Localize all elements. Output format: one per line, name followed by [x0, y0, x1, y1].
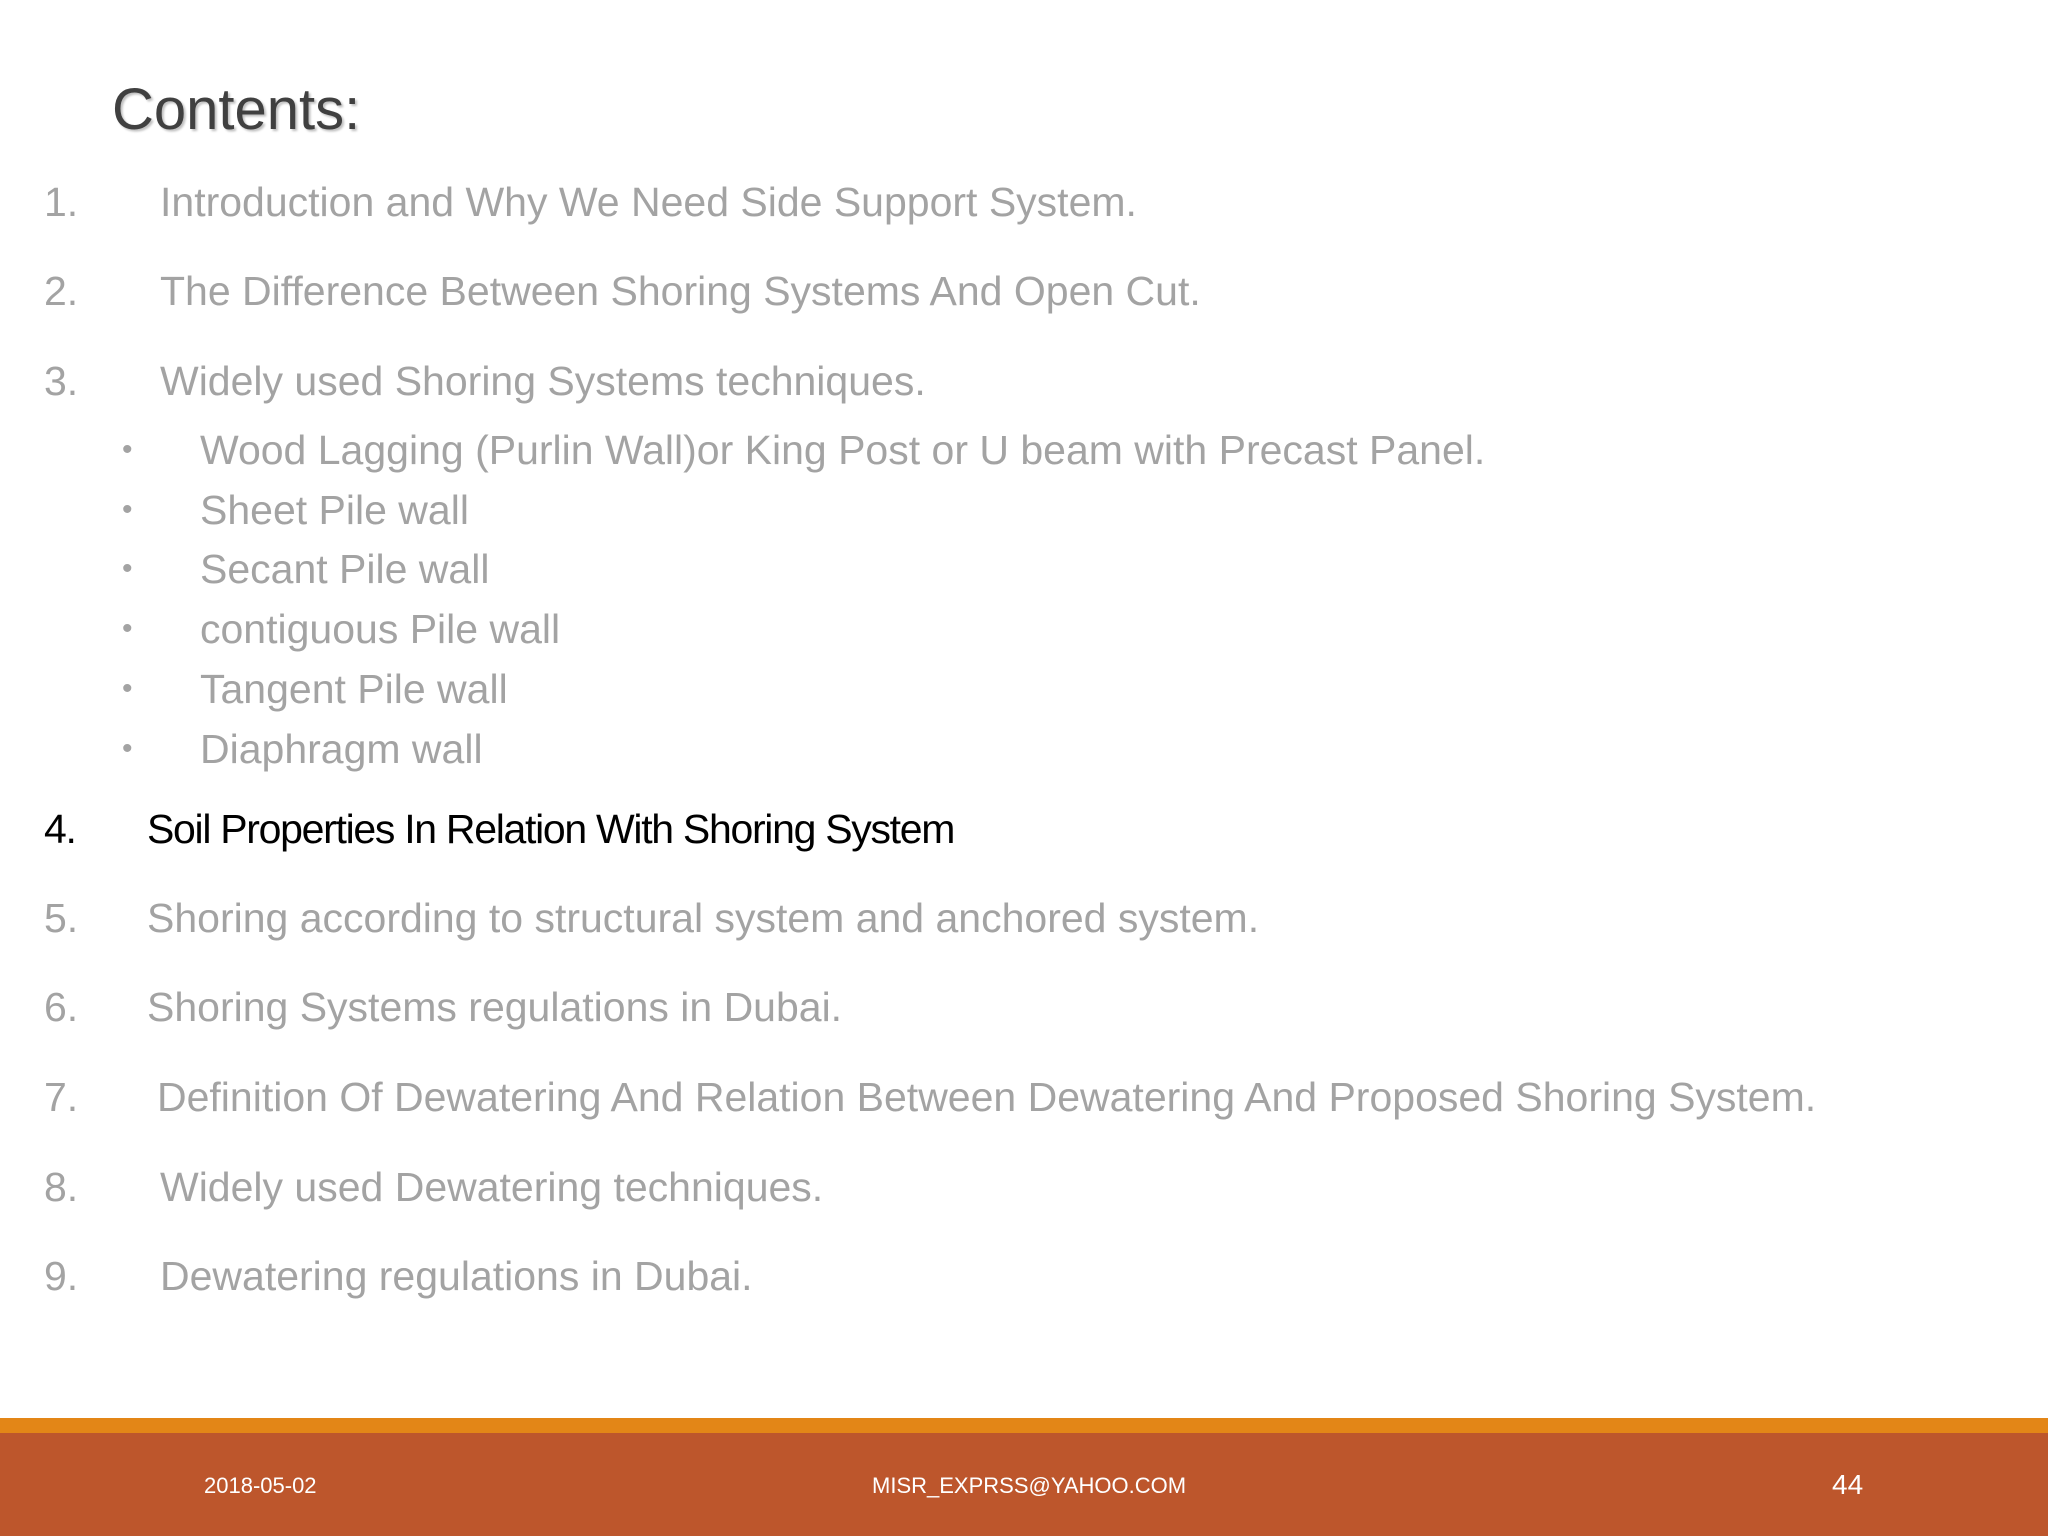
- page-number: 44: [1832, 1469, 1864, 1500]
- item-number: 5.: [44, 895, 79, 941]
- footer-email: MISR_EXPRSS@YAHOO.COM: [872, 1473, 1187, 1498]
- bullet-icon: •: [122, 672, 133, 705]
- item-text: Shoring according to structural system and anchored system.: [147, 895, 1260, 941]
- item-text: Soil Properties In Relation With Shoring System: [147, 806, 955, 852]
- bullet-icon: •: [122, 732, 133, 765]
- item-text: Definition Of Dewatering And Relation Between Dewatering And Proposed Shoring System.: [157, 1074, 1817, 1120]
- sub-item-text: contiguous Pile wall: [200, 606, 561, 652]
- item-text: Introduction and Why We Need Side Support System.: [160, 179, 1137, 225]
- footer-date: 2018-05-02: [204, 1473, 317, 1498]
- footer-band: [0, 1433, 2048, 1536]
- footer-accent-stripe: [0, 1418, 2048, 1433]
- item-number: 2.: [44, 268, 79, 314]
- sub-item-text: Secant Pile wall: [200, 546, 490, 592]
- sub-item-text: Diaphragm wall: [200, 726, 483, 772]
- item-text: Shoring Systems regulations in Dubai.: [147, 984, 843, 1030]
- bullet-icon: •: [122, 433, 133, 466]
- bullet-icon: •: [122, 552, 133, 585]
- item-text: Widely used Shoring Systems techniques.: [160, 358, 926, 404]
- item-text: The Difference Between Shoring Systems And Open Cut.: [160, 268, 1201, 314]
- item-text: Widely used Dewatering techniques.: [160, 1164, 824, 1210]
- bullet-icon: •: [122, 612, 133, 645]
- sub-item-text: Sheet Pile wall: [200, 487, 469, 533]
- item-number: 7.: [44, 1074, 79, 1120]
- bullet-icon: •: [122, 493, 133, 526]
- sub-item-text: Tangent Pile wall: [200, 666, 508, 712]
- item-number: 9.: [44, 1253, 79, 1299]
- item-number: 4.: [44, 806, 76, 852]
- item-number: 6.: [44, 984, 79, 1030]
- item-number: 8.: [44, 1164, 79, 1210]
- item-number: 3.: [44, 358, 79, 404]
- sub-item-text: Wood Lagging (Purlin Wall)or King Post or U beam with Precast Panel.: [200, 427, 1486, 473]
- item-text: Dewatering regulations in Dubai.: [160, 1253, 753, 1299]
- slide-title: Contents:: [112, 77, 361, 142]
- item-number: 1.: [44, 179, 79, 225]
